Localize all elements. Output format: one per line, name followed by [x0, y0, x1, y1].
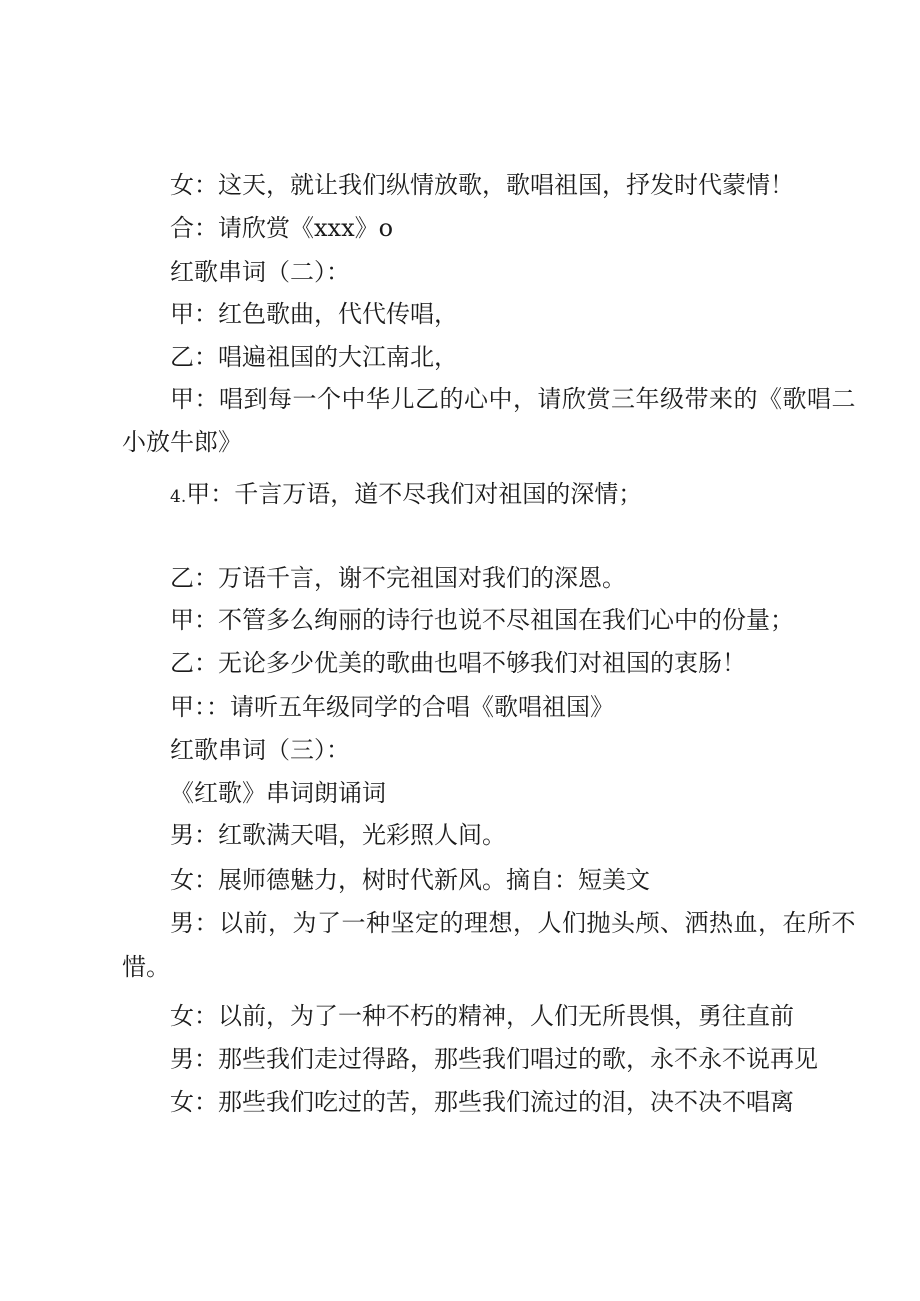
paragraph-line-continued: 惜。: [122, 953, 170, 981]
paragraph-line: 甲：红色歌曲，代代传唱，: [170, 300, 458, 328]
paragraph-line: 女：那些我们吃过的苦，那些我们流过的泪，决不决不唱离: [170, 1088, 794, 1116]
paragraph-line: 乙：万语千言，谢不完祖国对我们的深恩。: [170, 564, 626, 592]
paragraph-line: 乙：无论多少优美的歌曲也唱不够我们对祖国的衷肠！: [170, 649, 746, 677]
paragraph-line: 男：那些我们走过得路，那些我们唱过的歌，永不永不说再见: [170, 1045, 818, 1073]
paragraph-line: 男：以前，为了一种坚定的理想，人们抛头颅、洒热血，在所不: [170, 909, 856, 937]
paragraph-line: 男：红歌满天唱，光彩照人间。: [170, 821, 506, 849]
paragraph-line-continued: 小放牛郎》: [122, 428, 242, 456]
paragraph-line: 女：展师德魅力，树时代新风。摘自：短美文: [170, 866, 650, 894]
paragraph-line: 甲：不管多么绚丽的诗行也说不尽祖国在我们心中的份量；: [170, 606, 794, 634]
numbered-paragraph: [170, 478, 642, 513]
paragraph-line: 乙：唱遍祖国的大江南北，: [170, 343, 458, 371]
item-number: 4.: [170, 487, 187, 507]
paragraph-line: 甲：：请听五年级同学的合唱《歌唱祖国》: [170, 693, 614, 721]
paragraph-line: 女：以前，为了一种不朽的精神，人们无所畏惧，勇往直前: [170, 1002, 794, 1030]
paragraph-text: 甲：千言万语，道不尽我们对祖国的深情；: [186, 480, 643, 508]
paragraph-line: 合：请欣赏《xxx》o: [170, 214, 394, 242]
sub-heading: 《红歌》串词朗诵词: [170, 779, 386, 807]
paragraph-line: 甲：唱到每一个中华儿乙的心中，请欣赏三年级带来的《歌唱二: [170, 385, 856, 413]
section-heading: 红歌串词（二）：: [170, 258, 350, 286]
paragraph-line: 女：这天，就让我们纵情放歌，歌唱祖国，抒发时代蒙情！: [170, 171, 794, 199]
section-heading: 红歌串词（三）：: [170, 736, 350, 764]
